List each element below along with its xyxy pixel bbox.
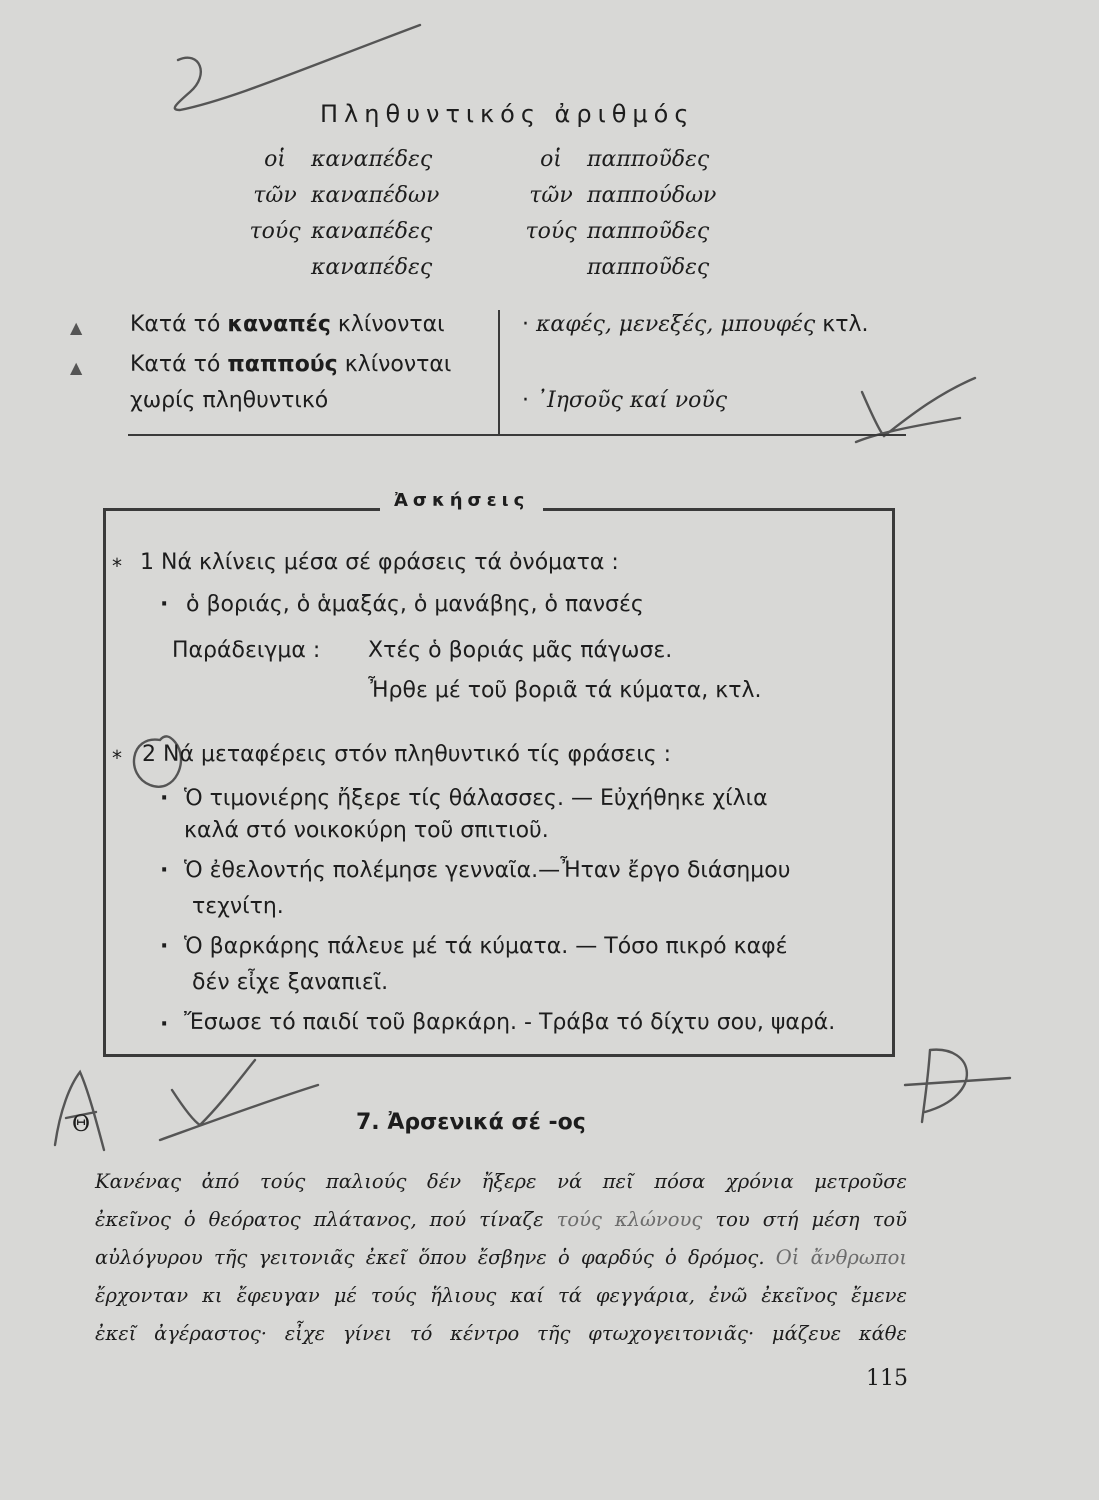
passage-line: ἐκεῖ ἀγέραστος· εἶχε γίνει τό κέντρο τῆς φτωχογειτονιᾶς· μάζευε κάθε (95, 1322, 907, 1345)
example-words: καφές, μενεξές, μπουφές (536, 312, 816, 337)
bullet: · (160, 786, 169, 811)
passage-text: αὐλόγυρου τῆς γειτονιᾶς ἐκεῖ ὅπου ἔσβηνε ὁ φαρδύς ὁ δρόμος. (95, 1246, 776, 1269)
decl-row (522, 214, 716, 250)
triangle-icon: ▲ (70, 358, 83, 377)
pencil-letter-d (905, 1050, 1010, 1122)
noun-form: καναπέδες (311, 255, 433, 280)
plural-title: Πληθυντικός ἀριθμός (320, 100, 695, 128)
bullet: · (522, 388, 536, 413)
rule-text: κλίνονται (330, 312, 445, 337)
article: τούς (249, 219, 301, 244)
noun-form: παππούδων (587, 183, 717, 208)
exercise-2-item-1a: Ὁ τιμονιέρης ἤξερε τίς θάλασσες. — Εὐχήθηκε χίλια (184, 786, 768, 811)
noun-form: παπποῦδες (587, 255, 710, 280)
article: οἱ (540, 147, 562, 172)
rule-pappous-line2: χωρίς πληθυντικό (130, 388, 329, 413)
noun-form: καναπέδες (311, 147, 433, 172)
rule-kanapes-examples (522, 312, 868, 337)
reading-passage (95, 1163, 907, 1353)
bullet: · (160, 592, 169, 617)
section-heading: 7. Ἀρσενικά σέ -ος (356, 1110, 586, 1135)
exercise-1-prompt: 1 Νά κλίνεις μέσα σέ φράσεις τά ὀνόματα : (140, 550, 619, 575)
triangle-icon: ▲ (70, 318, 83, 337)
article: τῶν (253, 183, 297, 208)
noun-form: καναπέδων (311, 183, 440, 208)
example-line-2: Ἦρθε μέ τοῦ βοριᾶ τά κύματα, κτλ. (368, 678, 762, 703)
passage-text-faint: τούς κλώνους (556, 1208, 703, 1231)
decl-row (522, 250, 716, 286)
rule-text: Κατά τό (130, 352, 228, 377)
article: τῶν (529, 183, 573, 208)
exercise-2-item-3a: Ὁ βαρκάρης πάλευε μέ τά κύματα. — Τόσο πικρό καφέ (184, 934, 788, 959)
passage-text: του στή μέση τοῦ (702, 1208, 907, 1231)
example-words: ᾿Ιησοῦς καί νοῦς (536, 388, 728, 413)
rule-text: κλίνονται (337, 352, 452, 377)
passage-text: ἐκεῖνος ὁ θεόρατος πλάτανος, πού τίναζε (95, 1208, 557, 1231)
noun-form: παπποῦδες (587, 219, 710, 244)
rule-pappous-examples (522, 388, 727, 413)
margin-theta: Θ (72, 1112, 91, 1137)
example-line-1: Χτές ὁ βοριάς μᾶς πάγωσε. (368, 638, 673, 663)
pencil-letter-a (55, 1072, 104, 1150)
exercise-2-item-4: Ἔσωσε τό παιδί τοῦ βαρκάρη. - Τράβα τό δίχτυ σου, ψαρά. (184, 1010, 836, 1035)
noun-form: καναπέδες (311, 219, 433, 244)
pencil-mark-top (175, 25, 420, 110)
article: οἱ (264, 147, 286, 172)
exercises-heading: Ἀσκήσεις (380, 490, 543, 511)
bullet: · (522, 312, 536, 337)
exercise-star: * (112, 554, 122, 578)
decl-row (522, 142, 716, 178)
declension-notes (70, 308, 906, 436)
rule-kanapes (130, 312, 445, 337)
rule-model-word: παππούς (227, 352, 338, 377)
bullet: · (160, 1012, 169, 1037)
decl-row (246, 214, 439, 250)
exercise-2-item-1b: καλά στό νοικοκύρη τοῦ σπιτιοῦ. (184, 818, 549, 843)
decl-row (246, 250, 439, 286)
exercise-2-prompt: 2 Νά μεταφέρεις στόν πληθυντικό τίς φράσεις : (142, 742, 672, 767)
passage-line: ἔρχονταν κι ἔφευγαν μέ τούς ἥλιους καί τά φεγγάρια, ἐνῶ ἐκεῖνος ἔμενε (95, 1284, 907, 1307)
exercise-1-words: ὁ βοριάς, ὁ ἁμαξάς, ὁ μανάβης, ὁ πανσές (186, 592, 644, 617)
rule-text: Κατά τό (130, 312, 228, 337)
decl-row (522, 178, 716, 214)
passage-line: Κανένας ἀπό τούς παλιούς δέν ἤξερε νά πεῖ πόσα χρόνια μετροῦσε (95, 1170, 907, 1193)
example-label: Παράδειγμα : (172, 638, 321, 663)
decl-row (246, 178, 439, 214)
decl-row (246, 142, 439, 178)
article: τούς (525, 219, 577, 244)
pencil-check-bottom (160, 1060, 318, 1140)
passage-line (95, 1239, 907, 1277)
exercise-star: * (112, 746, 122, 770)
bullet: · (160, 858, 169, 883)
page-number: 115 (866, 1366, 908, 1391)
exercise-2-item-3b: δέν εἶχε ξαναπιεῖ. (192, 970, 389, 995)
rule-pappous (130, 352, 451, 377)
example-suffix: κτλ. (815, 312, 869, 337)
exercise-2-item-2b: τεχνίτη. (192, 894, 284, 919)
passage-line (95, 1201, 907, 1239)
declension-kanapes (246, 142, 439, 286)
declension-pappous (522, 142, 716, 286)
exercise-2-item-2a: Ὁ ἐθελοντής πολέμησε γενναῖα.—Ἦταν ἔργο διάσημου (184, 858, 791, 883)
passage-text-faint: Οἱ ἄνθρωποι (775, 1246, 907, 1269)
noun-form: παπποῦδες (587, 147, 710, 172)
table-divider (498, 310, 500, 434)
rule-model-word: καναπές (227, 312, 331, 337)
bullet: · (160, 934, 169, 959)
